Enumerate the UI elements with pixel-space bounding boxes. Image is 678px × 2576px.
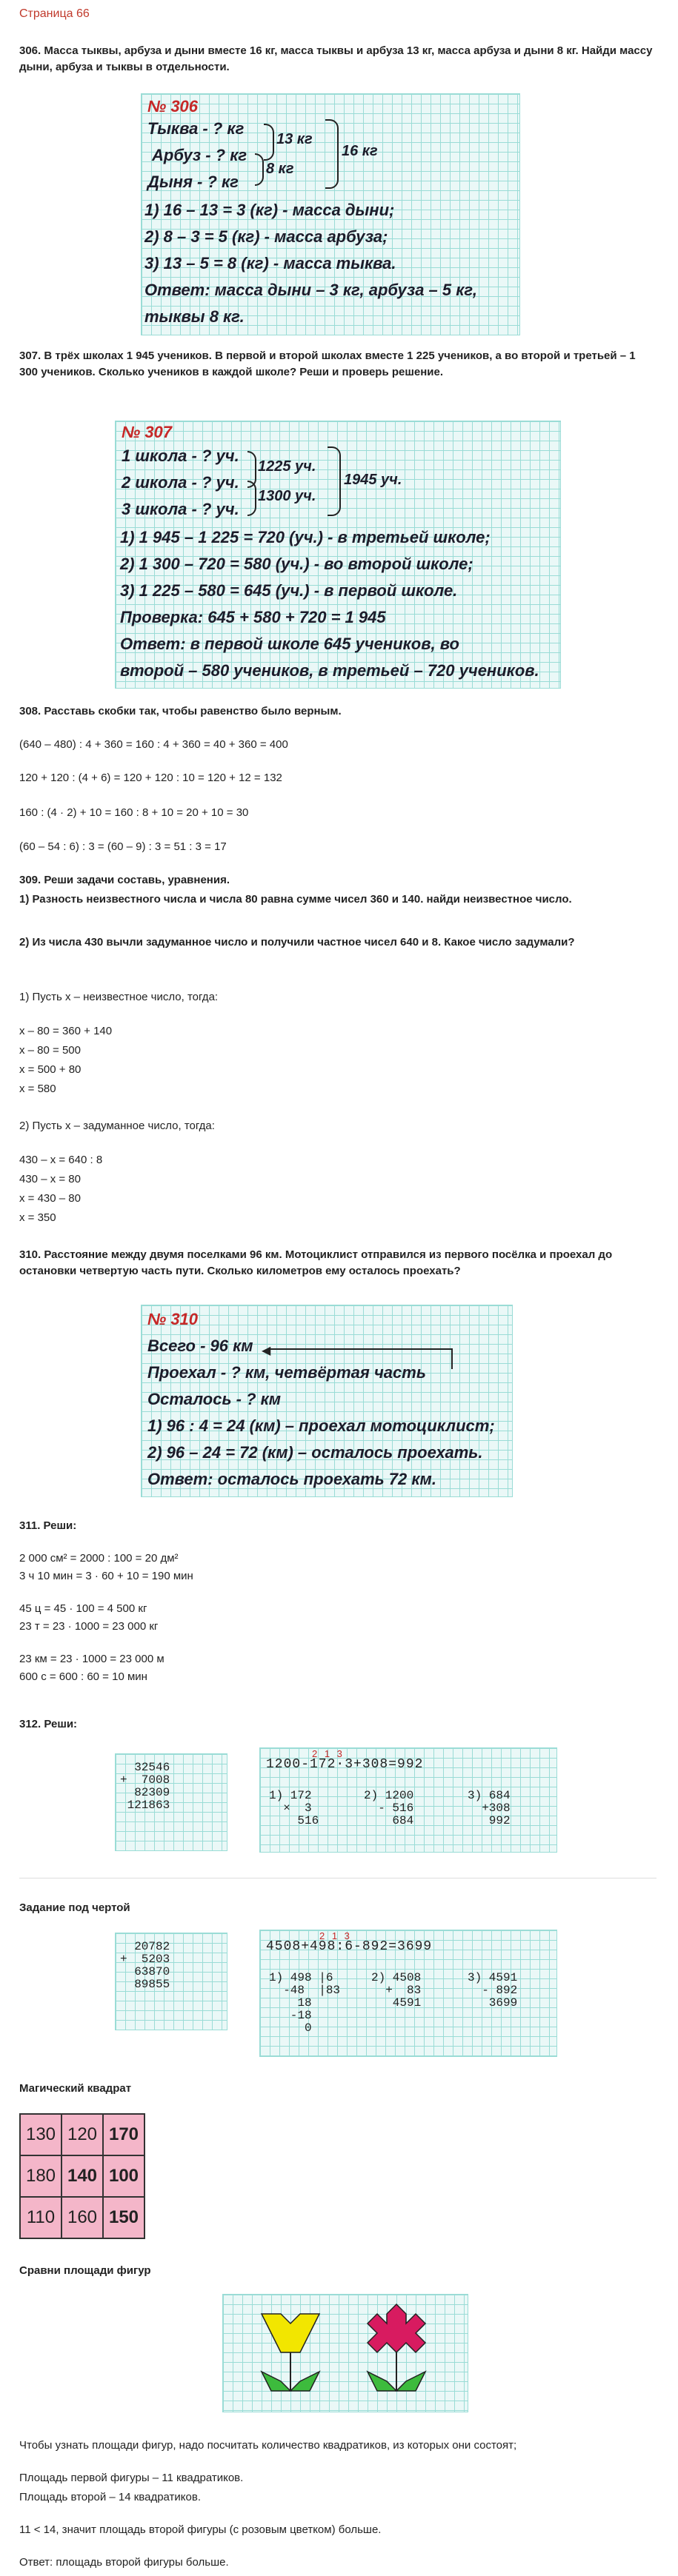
brace-16 [325, 119, 339, 189]
task-309-eq4: х = 580 [19, 1083, 56, 1095]
magic-cell: 100 [103, 2155, 144, 2197]
flowers-figure [222, 2294, 468, 2412]
task-307-number: № 307 [122, 423, 173, 441]
task-306-number: № 306 [147, 97, 199, 116]
task-308-expr-1: (640 – 480) : 4 + 360 = 160 : 4 + 360 = 40 + 360 = 400 [19, 738, 288, 751]
task-307-step-3: 3) 1 225 – 580 = 645 (уч.) - в первой школе. [120, 581, 458, 600]
brace-label-1945: 1945 уч. [344, 472, 402, 488]
task-312-expression-work [259, 1747, 557, 1853]
extra-title: Задание под чертой [19, 1901, 130, 1914]
extra-column-addition-values: 20782 + 5203 63870 89855 [120, 1940, 170, 1991]
extra-addition-step: 2) 4508 + 83 4591 [371, 1971, 422, 2010]
task-308-text: 308. Расставь скобки так, чтобы равенство было верным. [19, 705, 342, 717]
magic-square [19, 2113, 145, 2239]
task-306-step-2: 2) 8 – 3 = 5 (кг) - масса арбуза; [144, 227, 388, 246]
task-309-feq4: х = 350 [19, 1211, 56, 1224]
magic-cell: 150 [103, 2197, 144, 2238]
magic-cell: 110 [20, 2197, 62, 2238]
task-306-step-3: 3) 13 – 5 = 8 (кг) - масса тыква. [144, 254, 396, 272]
task-306-line-2: Арбуз - ? кг [152, 146, 247, 164]
task-306-line-1: Тыква - ? кг [147, 119, 245, 138]
task-309-eq2: х – 80 = 500 [19, 1044, 81, 1057]
task-307-line-3: 3 школа - ? уч. [122, 500, 239, 518]
task-311-row-6: 600 с = 600 : 60 = 10 мин [19, 1670, 147, 1683]
task-309-eq3: х = 500 + 80 [19, 1063, 82, 1076]
page-title: Страница 66 [19, 7, 90, 20]
task-312-column-addition [115, 1753, 227, 1851]
expression: 1200-172·3+308=992 [266, 1757, 424, 1772]
arrow-line [267, 1348, 451, 1350]
task-306-text: 306. Масса тыквы, арбуза и дыни вместе 16 кг, масса тыквы и арбуза 13 кг, масса арбуза и дыни 8 кг. Найди массу дыни, арбуза и тыквы в отдельности. [19, 44, 653, 73]
pink-flower-right-leaf [396, 2372, 425, 2391]
task-306-step-1: 1) 16 – 13 = 3 (кг) - масса дыни; [144, 201, 395, 219]
task-307-answer-1: Ответ: в первой школе 645 учеников, во [120, 635, 459, 653]
magic-cell: 120 [62, 2114, 103, 2155]
brace-8 [255, 153, 264, 186]
task-311-row-4: 23 т = 23 · 1000 = 23 000 кг [19, 1620, 159, 1633]
task-310-notebook [141, 1305, 513, 1497]
task-310-number: № 310 [147, 1310, 199, 1328]
compare-p4: 11 < 14, значит площадь второй фигуры (с розовым цветком) больше. [19, 2523, 382, 2536]
task-311-row-3: 45 ц = 45 · 100 = 4 500 кг [19, 1602, 147, 1615]
brace-label-13: 13 кг [276, 131, 313, 147]
subtraction-step: 2) 1200 - 516 684 [364, 1789, 414, 1827]
task-311-row-5: 23 км = 23 · 1000 = 23 000 м [19, 1653, 164, 1665]
yellow-flower-right-leaf [290, 2372, 319, 2391]
arrow-line-vertical [451, 1348, 453, 1369]
task-308-expr-2: 120 + 120 : (4 + 6) = 120 + 120 : 10 = 120 + 12 = 132 [19, 772, 282, 784]
brace-1945 [328, 446, 341, 516]
yellow-flower-left-leaf [262, 2372, 290, 2391]
task-311-row-2: 3 ч 10 мин = 3 · 60 + 10 = 190 мин [19, 1570, 193, 1582]
task-307-step-1: 1) 1 945 – 1 225 = 720 (уч.) - в третьей школе; [120, 528, 491, 546]
compare-p2: Площадь первой фигуры – 11 квадратиков. [19, 2472, 244, 2484]
multiplication-step: 1) 172 × 3 516 [269, 1789, 319, 1827]
task-308-expr-4: (60 – 54 : 6) : 3 = (60 – 9) : 3 = 51 : 3 = 17 [19, 840, 227, 853]
task-308-expr-3: 160 : (4 · 2) + 10 = 160 : 8 + 10 = 20 + 10 = 30 [19, 806, 249, 819]
compare-p1: Чтобы узнать площади фигур, надо посчитать количество квадратиков, из которых они состоят; [19, 2439, 517, 2452]
arrow-head-icon: ◀ [262, 1345, 271, 1357]
magic-cell: 130 [20, 2114, 62, 2155]
task-307-line-2: 2 школа - ? уч. [122, 473, 239, 492]
task-310-line-3: Осталось - ? км [147, 1390, 282, 1408]
task-307-step-2: 2) 1 300 – 720 = 580 (уч.) - во второй школе; [120, 555, 473, 573]
task-307-text: 307. В трёх школах 1 945 учеников. В первой и второй школах вместе 1 225 учеников, а во второй и третьей – 1 300 учеников. Сколько учеников в каждой школе? Реши и проверь решение. [19, 349, 636, 378]
task-312-title: 312. Реши: [19, 1718, 78, 1730]
magic-cell: 140 [62, 2155, 103, 2197]
division-step: 1) 498 |6 -48 |83 18 -18 0 [269, 1971, 341, 2035]
task-307-notebook [115, 421, 561, 689]
task-309-feq1: 430 – х = 640 : 8 [19, 1154, 103, 1166]
extra-expression-work [259, 1930, 557, 2057]
brace-label-16: 16 кг [342, 143, 378, 159]
task-306-line-3: Дыня - ? кг [147, 173, 239, 191]
task-309-p2: 2) Пусть х – задуманное число, тогда: [19, 1120, 215, 1132]
task-309-eq1: х – 80 = 360 + 140 [19, 1025, 113, 1037]
magic-cell: 180 [20, 2155, 62, 2197]
task-310-text: 310. Расстояние между двумя поселками 96 км. Мотоциклист отправился из первого посёлка и проехал до остановки четвертую часть пути. Сколько километров ему осталось проехать? [19, 1248, 613, 1277]
task-306-notebook [141, 93, 520, 335]
task-310-line-2: Проехал - ? км, четвёртая часть [147, 1363, 426, 1382]
brace-13 [264, 124, 274, 161]
compare-answer: Ответ: площадь второй фигуры больше. [19, 2556, 229, 2569]
magic-cell: 170 [103, 2114, 144, 2155]
magic-title: Магический квадрат [19, 2082, 132, 2095]
task-309-feq2: 430 – х = 80 [19, 1173, 81, 1185]
extra-column-addition [115, 1933, 227, 2030]
extra-order-marks: 2 1 3 [319, 1930, 352, 1941]
task-310-step-1: 1) 96 : 4 = 24 (км) – проехал мотоциклист; [147, 1416, 495, 1435]
task-310-answer: Ответ: осталось проехать 72 км. [147, 1470, 436, 1488]
task-310-line-1: Всего - 96 км [147, 1336, 253, 1355]
task-307-check: Проверка: 645 + 580 + 720 = 1 945 [120, 608, 386, 626]
task-309-p1: 1) Пусть х – неизвестное число, тогда: [19, 991, 219, 1003]
divider [19, 1878, 657, 1879]
task-306-answer-2: тыквы 8 кг. [144, 307, 245, 326]
addition-step: 3) 684 +308 992 [468, 1789, 511, 1827]
pink-flower-left-leaf [368, 2372, 396, 2391]
magic-cell: 160 [62, 2197, 103, 2238]
order-marks: 2 1 3 [312, 1748, 345, 1759]
compare-title: Сравни площади фигур [19, 2264, 151, 2277]
compare-p3: Площадь второй – 14 квадратиков. [19, 2491, 202, 2503]
brace-label-8: 8 кг [266, 161, 294, 177]
flowers-drawing [223, 2295, 468, 2412]
brace-1300 [247, 481, 256, 516]
task-309-q1: 1) Разность неизвестного числа и числа 80 равна сумме чисел 360 и 140. найди неизвестное число. [19, 893, 572, 906]
task-309-q2: 2) Из числа 430 вычли задуманное число и получили частное чисел 640 и 8. Какое число задумали? [19, 936, 575, 949]
task-309-feq3: х = 430 – 80 [19, 1192, 81, 1205]
yellow-flower [262, 2314, 319, 2352]
task-307-answer-2: второй – 580 учеников, в третьей – 720 учеников. [120, 661, 539, 680]
task-311-row-1: 2 000 см² = 2000 : 100 = 20 дм² [19, 1552, 179, 1565]
task-309-text: 309. Реши задачи составь, уравнения. [19, 874, 230, 886]
task-307-line-1: 1 школа - ? уч. [122, 446, 239, 465]
extra-expression: 4508+498:6-892=3699 [266, 1939, 433, 1954]
brace-label-1300: 1300 уч. [258, 488, 316, 504]
extra-subtraction-step: 3) 4591 - 892 3699 [468, 1971, 518, 2010]
pink-flower [368, 2304, 425, 2352]
task-311-title: 311. Реши: [19, 1519, 77, 1532]
brace-label-1225: 1225 уч. [258, 458, 316, 475]
task-306-answer-1: Ответ: масса дыни – 3 кг, арбуза – 5 кг, [144, 281, 477, 299]
column-addition: 32546 + 7008 82309 121863 [120, 1761, 170, 1812]
task-310-step-2: 2) 96 – 24 = 72 (км) – осталось проехать. [147, 1443, 483, 1462]
